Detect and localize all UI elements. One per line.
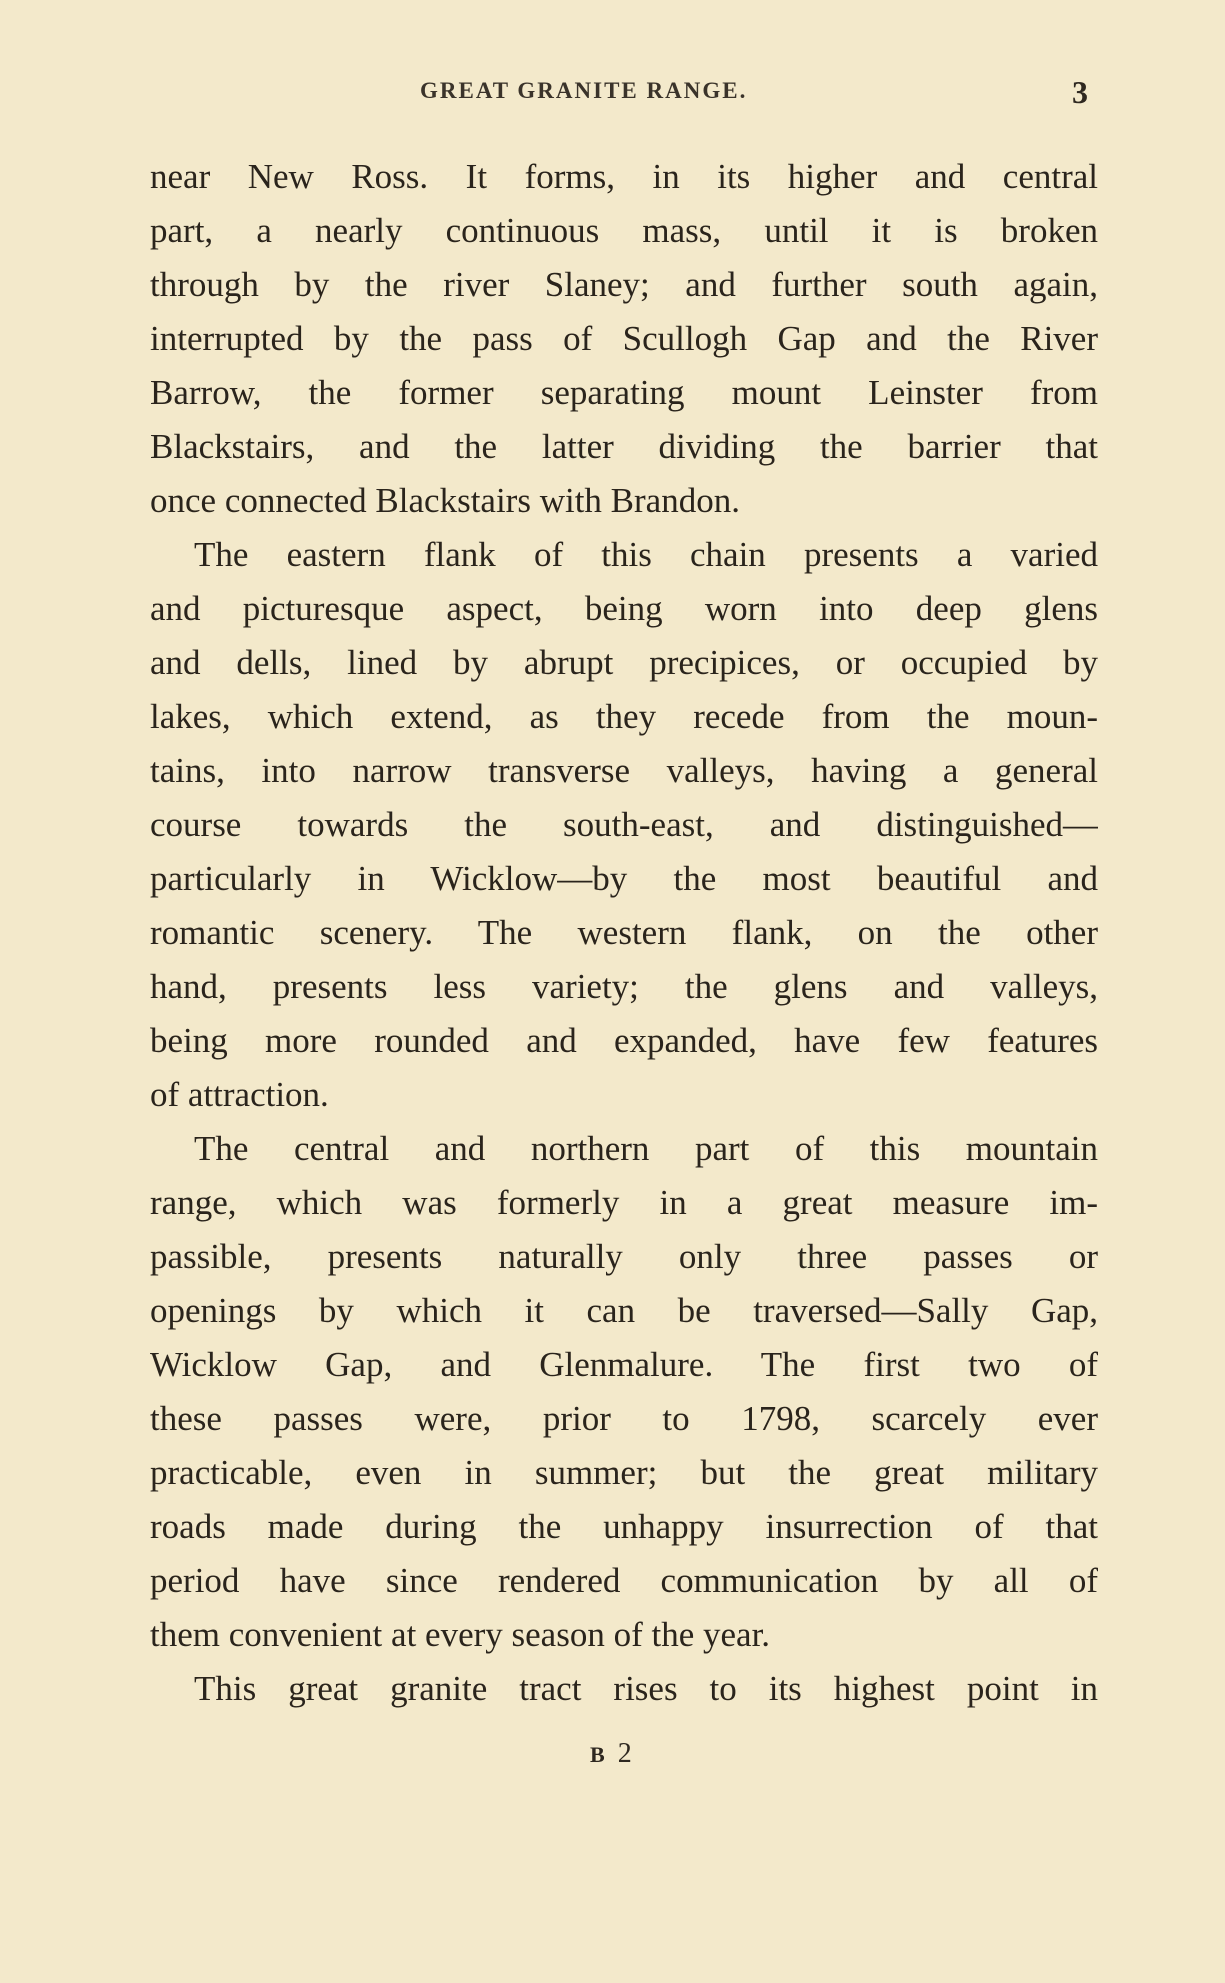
text-line: of attraction. (150, 1075, 329, 1114)
text-line: course towards the south-east, and distinguished— (150, 805, 1098, 844)
text-line: The central and northern part of this mountain (194, 1129, 1098, 1168)
text-line: Blackstairs, and the latter dividing the barrier that (150, 427, 1098, 466)
signature-letter: B (590, 1742, 608, 1767)
text-line: romantic scenery. The western flank, on the other (150, 913, 1098, 952)
text-line: openings by which it can be traversed—Sally Gap, (150, 1291, 1098, 1330)
text-line: interrupted by the pass of Scullogh Gap and the River (150, 319, 1098, 358)
text-line: part, a nearly continuous mass, until it is broken (150, 211, 1098, 250)
text-line: period have since rendered communication by all of (150, 1561, 1098, 1600)
running-head (0, 74, 1225, 114)
text-line: roads made during the unhappy insurrection of that (150, 1507, 1098, 1546)
text-line: and picturesque aspect, being worn into deep glens (150, 589, 1098, 628)
text-line: particularly in Wicklow—by the most beautiful and (150, 859, 1098, 898)
text-line: practicable, even in summer; but the great military (150, 1453, 1098, 1492)
signature-mark (590, 1738, 635, 1770)
text-line: Barrow, the former separating mount Leinster from (150, 373, 1098, 412)
text-line: Wicklow Gap, and Glenmalure. The first two of (150, 1345, 1098, 1384)
signature-number: 2 (617, 1738, 635, 1769)
text-line: them convenient at every season of the year. (150, 1615, 771, 1654)
text-line: these passes were, prior to 1798, scarcely ever (150, 1399, 1098, 1438)
text-line: tains, into narrow transverse valleys, having a general (150, 751, 1098, 790)
text-line: range, which was formerly in a great measure im- (150, 1183, 1098, 1222)
text-line: hand, presents less variety; the glens and valleys, (150, 967, 1098, 1006)
body-text (150, 150, 1098, 1716)
text-line: This great granite tract rises to its highest point in (194, 1669, 1098, 1708)
running-title: GREAT GRANITE RANGE. (420, 78, 748, 103)
page-number: 3 (1072, 74, 1088, 110)
text-line: being more rounded and expanded, have few features (150, 1021, 1098, 1060)
text-line: passible, presents naturally only three passes or (150, 1237, 1098, 1276)
text-line: near New Ross. It forms, in its higher and central (150, 157, 1098, 196)
text-line: The eastern flank of this chain presents a varied (194, 535, 1098, 574)
text-line: and dells, lined by abrupt precipices, or occupied by (150, 643, 1098, 682)
text-line: through by the river Slaney; and further south again, (150, 265, 1098, 304)
text-line: once connected Blackstairs with Brandon. (150, 481, 740, 520)
text-line: lakes, which extend, as they recede from the moun- (150, 697, 1098, 736)
